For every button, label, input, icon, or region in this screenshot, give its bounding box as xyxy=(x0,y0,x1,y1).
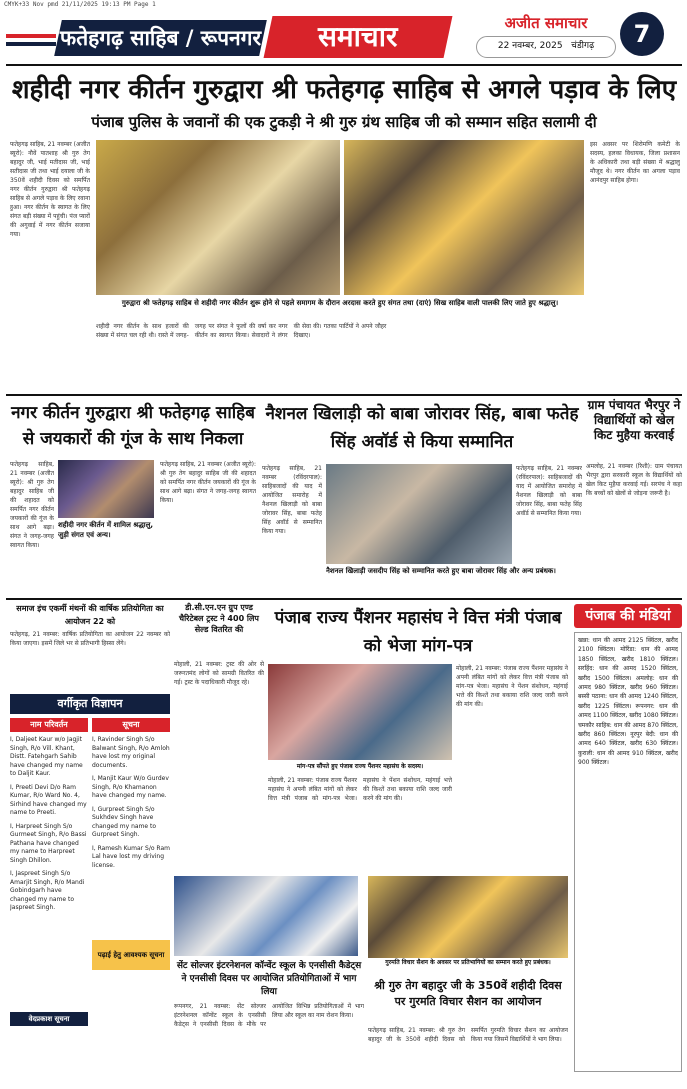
notice-box: वेदप्रकाश सूचना xyxy=(10,1012,88,1026)
guru-body: फतेहगढ़ साहिब, 21 नवम्बर: श्री गुरु तेग बहादुर जी के 350वें शहीदी दिवस को समर्पित गुरमति विचार सैशन का आयोजन किया गया जिसमें विद्यार्थियों ने भाग लिया। xyxy=(368,1027,568,1043)
national-caption: नैशनल खिलाड़ी जसदीप सिंह को सम्मानित करते हुए बाबा जोरावर सिंह और अन्य प्रबंधक। xyxy=(326,567,556,575)
lead-headline: शहीदी नगर कीर्तन गुरुद्वारा श्री फतेहगढ़ साहिब से अगले पड़ाव के लिए xyxy=(11,75,677,105)
guru-headline: श्री गुरु तेग बहादुर जी के 350वें शहीदी दिवस पर गुरमति विचार सैशन का आयोजन xyxy=(374,979,562,1008)
mandi-body: खन्ना: धान की आमद 2125 क्विंटल, खरीद 2100 क्विंटल। मोरिंडा: धान की आमद 1850 क्विंटल, खरीद 1810 क्विंटल। सरहिंद: धान की आमद 1520 क्विंटल, खरीद 1500 क्विंटल। अमलोह: धान की आमद 980 क्विंटल, खरीद 960 क्विंटल। बस्सी पठाना: धान की आमद 1240 क्विंटल, खरीद 1225 क्विंटल। रूपनगर: धान की आमद 1100 क्विंटल, खरीद 1080 क्विंटल। चमकौर साहिब: धान की आमद 870 क्विंटल, खरीद 860 क्विंटल। नूरपुर बेदी: धान की आमद 640 क्विंटल, खरीद 630 क्विंटल। कुराली: धान की आमद 910 क्विंटल, खरीद 900 क्विंटल। xyxy=(574,632,682,1072)
school-body: रूपनगर, 21 नवम्बर: सेंट सोल्जर इंटरनेशनल कॉन्वेंट स्कूल के एनसीसी कैडेट्स ने एनसीसी दिवस के मौके पर आयोजित विभिन्न प्रतियोगिताओं में भाग लिया और स्कूल का नाम रोशन किया। xyxy=(174,1003,364,1028)
school-photo xyxy=(174,876,358,956)
national-body: फतेहगढ़ साहिब, 21 नवम्बर (रविंदरपाल): साहिबजादों की याद में आयोजित समारोह में नैशनल खिलाड़ी को बाबा जोरावर सिंह, बाबा फतेह सिंह अवॉर्ड से सम्मानित किया गया। xyxy=(262,465,322,535)
classified-title: वर्गीकृत विज्ञापन xyxy=(10,694,170,714)
nagar-caption: शहीदी नगर कीर्तन में शामिल श्रद्धालु, जुड़ी संगत एवं अन्य। xyxy=(58,521,154,539)
pension-caption: मांग-पत्र सौंपते हुए पंजाब राज्य पैंशनर महासंघ के सदस्य। xyxy=(296,763,424,770)
lead-body-right: इस अवसर पर शिरोमणि कमेटी के सदस्य, हलका विधायक, जिला प्रशासन के अधिकारी तथा बड़ी संख्या में श्रद्धालु मौजूद थे। नगर कीर्तन का अगला पड़ाव आनंदपुर साहिब होगा। xyxy=(590,141,680,184)
masthead-stripe xyxy=(6,42,56,46)
classified-ad: I, Jaspreet Singh S/o Amarjit Singh, R/o Mandi Gobindgarh have changed my name to Jaspreet Singh. xyxy=(10,870,85,911)
classified-ad: I, Ravinder Singh S/o Balwant Singh, R/o Amloh have lost my original documents. xyxy=(92,736,170,769)
lead-subhead: पंजाब पुलिस के जवानों की एक टुकड़ी ने श्री गुरु ग्रंथ साहिब जी को सम्मान सहित सलामी दी xyxy=(91,113,597,131)
pension-photo xyxy=(268,664,452,760)
masthead-stripe xyxy=(6,34,56,38)
nagar-body-cont: फतेहगढ़ साहिब, 21 नवम्बर (अजीत ब्यूरो): श्री गुरु तेग बहादुर साहिब जी की शहादत को समर्पित नगर कीर्तन जयकारों की गूंज के साथ आगे बढ़ा। संगत ने जगह-जगह स्वागत किया। xyxy=(160,461,256,504)
tab-name-change: नाम परिवर्तन xyxy=(10,718,88,732)
lead-photo-caption: गुरुद्वारा श्री फतेहगढ़ साहिब से शहीदी नगर कीर्तन शुरू होने से पहले समागम के दौरान अरदास करते हुए संगत तथा (दाएं) सिख साहिब वाली पालकी लिए जाते हुए श्रद्धालु। xyxy=(121,299,559,307)
pension-headline: पंजाब राज्य पैंशनर महासंघ ने वित्त मंत्री पंजाब को भेजा मांग-पत्र xyxy=(274,608,562,656)
mandi-title: पंजाब की मंडियां xyxy=(574,604,682,628)
classified-ad: I, Ramesh Kumar S/o Ram Lal have lost my driving license. xyxy=(92,844,170,869)
national-body-cont: फतेहगढ़ साहिब, 21 नवम्बर (रविंदरपाल): साहिबजादों की याद में आयोजित समारोह में नैशनल खिलाड़ी को बाबा जोरावर सिंह, बाबा फतेह सिंह अवॉर्ड से सम्मानित किया गया। xyxy=(516,465,582,517)
national-photo xyxy=(326,464,512,564)
pension-body: मोहाली, 21 नवम्बर: पंजाब राज्य पैंशनर महासंघ ने अपनी लंबित मांगों को लेकर वित्त मंत्री पंजाब को मांग-पत्र भेजा। महासंघ ने पेंशन संशोधन, महंगाई भत्ते की किश्तें तथा बकाया राशि जल्द जारी करने की मांग की। xyxy=(268,777,452,802)
promo-box: पढ़ाई हेतु आवश्यक सूचना xyxy=(92,940,170,970)
classified-ad: I, Harpreet Singh S/o Gurmeet Singh, R/o Bassi Pathana have changed my name to Harpreet Singh Dhillon. xyxy=(10,822,87,864)
nagar-photo xyxy=(58,460,154,518)
lead-body-left: फतेहगढ़ साहिब, 21 नवम्बर (अजीत ब्यूरो): नौवें पातशाह श्री गुरु तेग बहादुर जी, भाई मतीदास जी, भाई सतीदास जी तथा भाई दयाला जी के 350वें शहीदी दिवस को समर्पित नगर कीर्तन गुरुद्वारा श्री फतेहगढ़ साहिब से अगले पड़ाव के लिए रवाना हुआ। नगर कीर्तन के स्वागत के लिए संगत बड़ी संख्या में पहुंची। पंज प्यारों की अगुवाई में नगर कीर्तन सजाया गया। xyxy=(10,141,90,238)
samaan-headline: समाज इंच एकर्मी मंथनों की वार्षिक प्रतियोगिता का आयोजन 22 को xyxy=(16,604,164,626)
school-headline: सेंट सोल्जर इंटरनेशनल कॉन्वेंट स्कूल के एनसीसी कैडेट्स ने एनसीसी दिवस पर आयोजित प्रतियोगिताओं में भाग लिया xyxy=(176,961,362,997)
print-info-strip: CMYK+33 Nov pmd 21/11/2025 19:13 PM Page 1 xyxy=(4,1,156,8)
pension-body-right: मोहाली, 21 नवम्बर: पंजाब राज्य पैंशनर महासंघ ने अपनी लंबित मांगों को लेकर वित्त मंत्री पंजाब को मांग-पत्र भेजा। महासंघ ने पेंशन संशोधन, महंगाई भत्ते की किश्तें तथा बकाया राशि जल्द जारी करने की मांग की। xyxy=(456,665,568,708)
newspaper-logo: अजीत समाचार xyxy=(504,14,588,32)
tab-notice: सूचना xyxy=(92,718,170,732)
lead-body-mid: शहीदी नगर कीर्तन के साथ हजारों की संख्या में संगत चल रही थी। रास्ते में जगह-जगह पर संगत ने फूलों की वर्षा कर नगर कीर्तन का स्वागत किया। सेवादारों ने लंगर की सेवा की। गतका पार्टियों ने अपने जौहर दिखाए। xyxy=(96,323,387,339)
divider xyxy=(6,64,682,66)
classified-ads-left xyxy=(10,736,88,1008)
ngo-headline: डी.सी.एन.एन ग्रुप एण्ड चैरिटेबल ट्रस्ट ने 400 लिप सेल्ड वितरित की xyxy=(179,603,259,634)
classified-ad: I, Daljeet Kaur w/o Jagjit Singh, R/o Vill. Khant, Distt. Fatehgarh Sahib have changed my name to Daljit Kaur. xyxy=(10,736,83,777)
lead-photo-left xyxy=(96,140,340,295)
gram-headline: ग्राम पंचायत भैरपुर ने विद्यार्थियों को खेल किट मुहैया करवाई xyxy=(587,398,681,442)
section-title-red: समाचार xyxy=(264,16,453,58)
national-headline: नैशनल खिलाड़ी को बाबा जोरावर सिंह, बाबा फतेह सिंह अवॉर्ड से किया सम्मानित xyxy=(265,404,579,452)
section-title: फतेहगढ़ साहिब / रूपनगर xyxy=(54,20,267,56)
edition-date: 22 नवम्बर, 2025 चंडीगढ़ xyxy=(476,36,616,58)
lead-photo-right xyxy=(344,140,584,295)
classified-ad: I, Preeti Devi D/o Ram Kumar, R/o Ward No. 4, Sirhind have changed my name to Preeti. xyxy=(10,783,87,816)
classified-ad: I, Gurpreet Singh S/o Sukhdev Singh have changed my name to Gurpreet Singh. xyxy=(92,805,157,838)
guru-caption: गुरमति विचार सैशन के अवसर पर प्रतिभागियों का सम्मान करते हुए प्रबंधक। xyxy=(385,959,551,966)
page-number: 7 xyxy=(620,12,664,56)
samaan-body: फतेहगढ़, 21 नवम्बर: वार्षिक प्रतियोगिता का आयोजन 22 नवम्बर को किया जाएगा। इसमें जिले भर से प्रतिभागी हिस्सा लेंगे। xyxy=(10,631,170,647)
classified-ad: I, Manjit Kaur W/o Gurdev Singh, R/o Khamanon have changed my name. xyxy=(92,775,169,799)
nagar-body: फतेहगढ़ साहिब, 21 नवम्बर (अजीत ब्यूरो): श्री गुरु तेग बहादुर साहिब जी की शहादत को समर्पित नगर कीर्तन जयकारों की गूंज के साथ आगे बढ़ा। संगत ने जगह-जगह स्वागत किया। xyxy=(10,461,54,549)
ngo-body: मोहाली, 21 नवम्बर: ट्रस्ट की ओर से जरूरतमंद लोगों को सामग्री वितरित की गई। ट्रस्ट के पदाधिकारी मौजूद रहे। xyxy=(174,661,264,686)
guru-photo xyxy=(368,876,568,958)
classified-ads-mid xyxy=(92,736,170,936)
divider xyxy=(6,598,682,600)
gram-body: अमलोह, 21 नवम्बर (रिशी): ग्राम पंचायत भैरपुर द्वारा सरकारी स्कूल के विद्यार्थियों को खेल किट मुहैया करवाई गई। सरपंच ने कहा कि बच्चों को खेलों से जोड़ना जरूरी है। xyxy=(586,463,682,497)
masthead xyxy=(6,12,682,62)
nagar-headline: नगर कीर्तन गुरुद्वारा श्री फतेहगढ़ साहिब से जयकारों की गूंज के साथ निकला xyxy=(11,403,255,449)
divider xyxy=(6,394,682,396)
